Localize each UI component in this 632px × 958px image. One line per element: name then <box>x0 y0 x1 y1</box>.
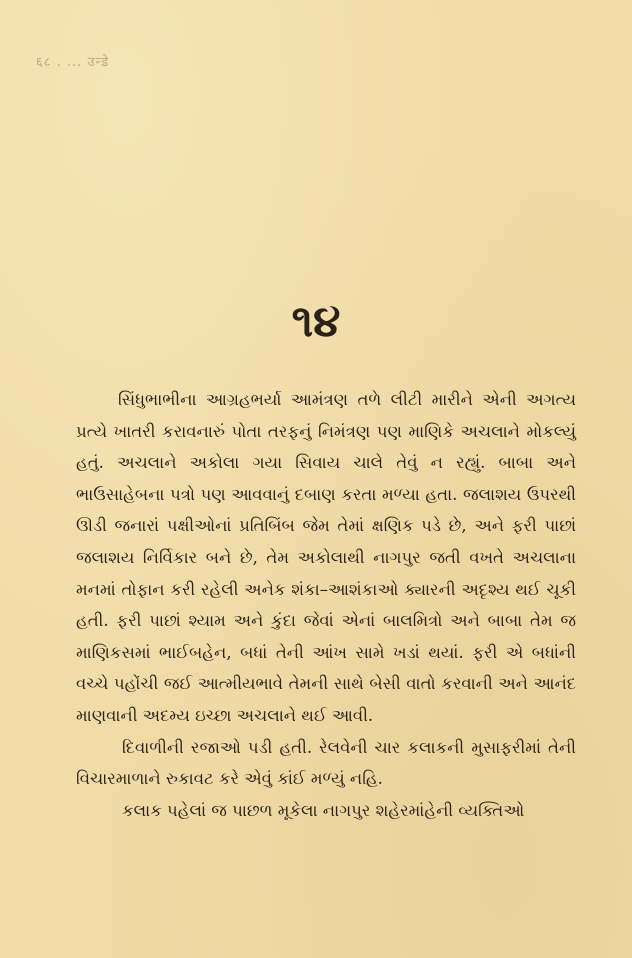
paragraph-2: દિવાળીની રજાઓ પડી હતી. રેલવેની ચાર કલાકની મુસાફરીમાં તેની વિચારમાળાને રુકાવટ કરે એવું કાંઈ મળ્યું નહિ. <box>76 737 576 789</box>
paragraph-1: સિંધુભાભીના આગ્રહભર્યા આમંત્રણ તળે લીટી મારીને એની અગત્ય પ્રત્યે ખાતરી કરાવનારું પોતા તરફનું નિમંત્રણ પણ માણિકે અચલાને મોકલ્યું હતું. અચલાને અકોલા ગયા સિવાય ચાલે તેવું ન રહ્યું. બાબા અને ભાઉસાહેબના પત્રો પણ આવવાનું દબાણ કરતા મળ્યા હતા. જલાશય ઉપરથી ઊડી જનારાં પક્ષીઓનાં પ્રતિબિંબ જેમ તેમાં ક્ષણિક પડે છે, અને ફરી પાછાં જલાશય નિર્વિકાર બને છે, તેમ અકોલાથી નાગપુર જતી વખતે અચલાના મનમાં તોફાન કરી રહેલી અનેક શંકા–આશંકાઓ ક્યારની અદૃશ્ય થઈ ચૂકી હતી. ફરી પાછાં શ્યામ અને કુંદા જેવાં એનાં બાલમિત્રો અને બાબા તેમ જ માણિકસમાં ભાઈબહેન, બધાં તેની આંખ સામે ખડાં થયાં. ફરી એ બધાંની વચ્ચે પહોંચી જઈ આત્મીયભાવે તેમની સાથે બેસી વાતો કરવાની અને આનંદ માણવાની અદમ્ય ઇચ્છા અચલાને થઈ આવી. <box>76 390 576 725</box>
chapter-number: ૧૪ <box>291 296 341 347</box>
paragraph-3: કલાક પહેલાં જ પાછળ મૂકેલા નાગપુર શહેરમાંહેની વ્યક્તિઓ <box>122 800 525 820</box>
body-text <box>76 384 576 826</box>
running-head: ६८ . ... उन्डे <box>36 55 110 70</box>
